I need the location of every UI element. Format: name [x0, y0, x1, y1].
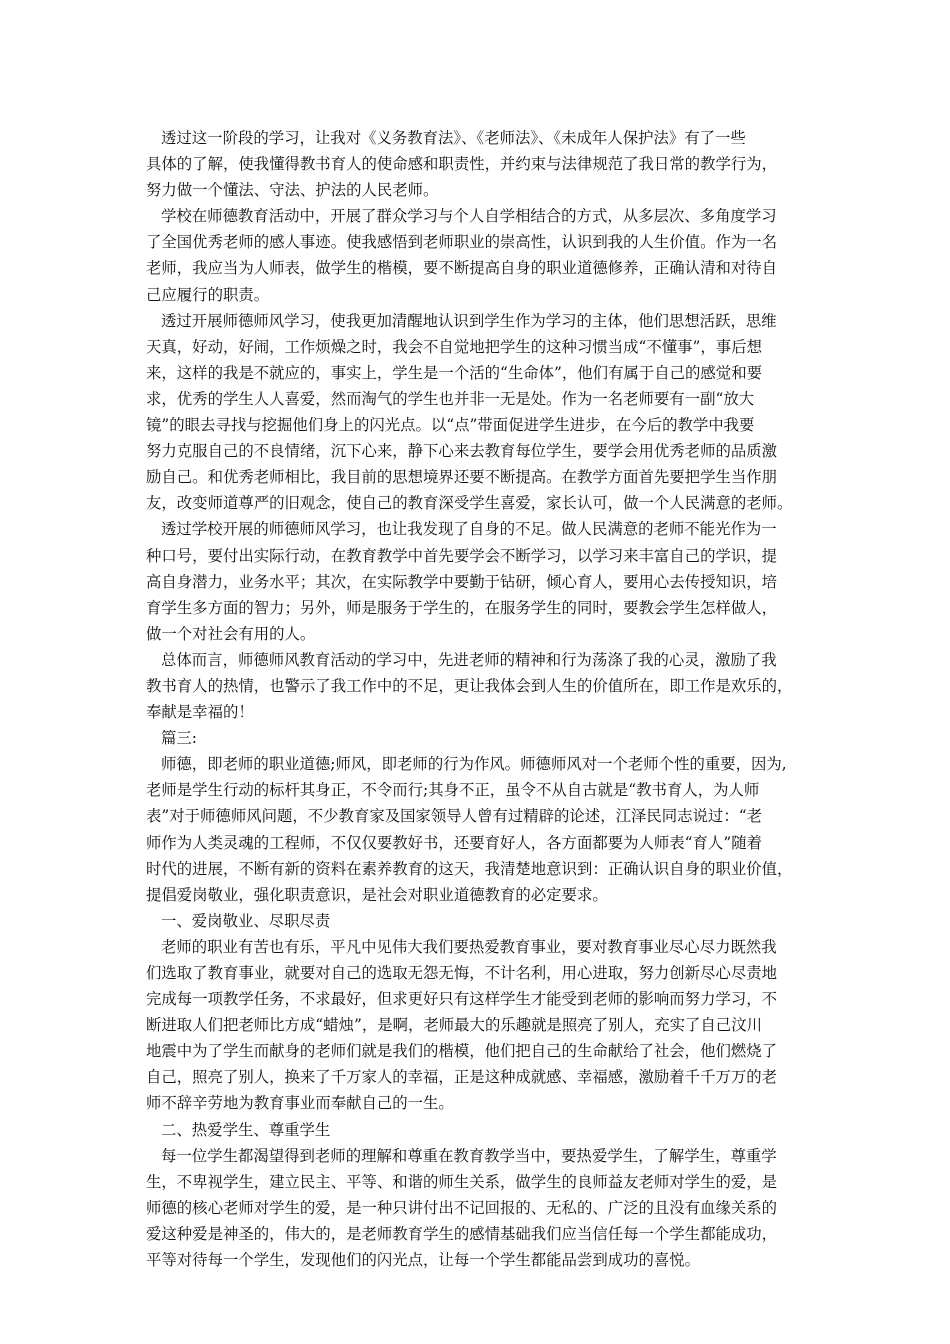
- text-line: 求，优秀的学生人人喜爱，然而淘气的学生也并非一无是处。作为一名老师要有一副“放大: [146, 389, 755, 408]
- document-body: [146, 125, 806, 1273]
- text-line: 篇三:: [161, 729, 197, 748]
- text-line: 来，这样的我是不就应的，事实上，学生是一个活的“生命体”，他们有属于自己的感觉和要: [146, 363, 762, 382]
- text-line: 自己，照亮了别人，换来了千万家人的幸福，正是这种成就感、幸福感，激励着千千万万的老: [146, 1068, 778, 1087]
- text-line: 们选取了教育事业，就要对自己的选取无怨无悔，不计名利，用心进取，努力创新尽心尽责地: [146, 964, 778, 982]
- text-line: 友，改变师道尊严的旧观念，使自己的教育深受学生喜爱，家长认可，做一个人民满意的老师。: [146, 494, 793, 513]
- text-line: 做一个对社会有用的人。: [146, 624, 316, 643]
- text-line: 师德的核心老师对学生的爱，是一种只讲付出不记回报的、无私的、广泛的且没有血缘关系的: [146, 1198, 778, 1217]
- text-line: 镜”的眼去寻找与挖掘他们身上的闪光点。以“点”带面促进学生进步，在今后的教学中我要: [146, 416, 755, 435]
- text-line: 生，不卑视学生，建立民主、平等、和谐的师生关系，做学生的良师益友老师对学生的爱，是: [146, 1172, 778, 1191]
- text-line: 二、热爱学生、尊重学生: [161, 1120, 331, 1139]
- text-line: 每一位学生都渴望得到老师的理解和尊重在教育教学当中，要热爱学生，了解学生，尊重学: [161, 1146, 777, 1165]
- text-line: 高自身潜力，业务水平；其次，在实际教学中要勤于钻研，倾心育人，要用心去传授知识，培: [146, 572, 778, 591]
- text-line: 天真，好动，好闹，工作烦燥之时，我会不自觉地把学生的这种习惯当成“不懂事”，事后想: [146, 337, 762, 356]
- text-line: 老师是学生行动的标杆其身正，不令而行;其身不正，虽令不从自古就是“教书育人，为人师: [146, 781, 760, 800]
- text-line: 平等对待每一个学生，发现他们的闪光点，让每一个学生都能品尝到成功的喜悦。: [146, 1251, 701, 1270]
- text-line: 提倡爱岗敬业，强化职责意识，是社会对职业道德教育的必定要求。: [146, 885, 608, 904]
- text-line: 己应履行的职责。: [146, 285, 270, 304]
- text-line: 种口号，要付出实际行动，在教育教学中首先要学会不断学习，以学习来丰富自己的学识，提: [146, 546, 778, 565]
- text-line: 透过这一阶段的学习，让我对《义务教育法》、《老师法》、《未成年人保护法》有了一些: [161, 129, 746, 147]
- text-line: 师作为人类灵魂的工程师，不仅仅要教好书，还要育好人，各方面都要为人师表“育人”随着: [146, 833, 762, 852]
- text-line: 努力克服自己的不良情绪，沉下心来，静下心来去教育每位学生，要学会用优秀老师的品质激: [146, 442, 778, 461]
- text-line: 励自己。和优秀老师相比，我目前的思想境界还要不断提高。在教学方面首先要把学生当作朋: [146, 468, 778, 487]
- text-line: 表”对于师德师风问题，不少教育家及国家领导人曾有过精辟的论述，江泽民同志说过：“老: [146, 807, 762, 826]
- text-line: 一、爱岗敬业、尽职尽责: [161, 911, 331, 930]
- text-line: 老师，我应当为人师表，做学生的楷模，要不断提高自身的职业道德修养，正确认清和对待自: [146, 259, 778, 278]
- text-line: 总体而言，师德师风教育活动的学习中，先进老师的精神和行为荡涤了我的心灵，激励了我: [161, 650, 777, 669]
- text-line: 老师的职业有苦也有乐，平凡中见伟大我们要热爱教育事业，要对教育事业尽心尽力既然我: [161, 937, 777, 956]
- text-line: 努力做一个懂法、守法、护法的人民老师。: [146, 181, 439, 200]
- text-line: 地震中为了学生而献身的老师们就是我们的楷模，他们把自己的生命献给了社会，他们燃烧了: [146, 1042, 778, 1061]
- text-line: 具体的了解，使我懂得教书育人的使命感和职责性，并约束与法律规范了我日常的教学行为，: [146, 155, 778, 174]
- text-line: 奉献是幸福的！: [146, 703, 254, 722]
- text-line: 爱这种爱是神圣的，伟大的，是老师教育学生的感情基础我们应当信任每一个学生都能成功，: [146, 1224, 778, 1243]
- text-line: 师德，即老师的职业道德;师风，即老师的行为作风。师德师风对一个老师个性的重要，因为,: [161, 755, 787, 774]
- text-line: 学校在师德教育活动中，开展了群众学习与个人自学相结合的方式，从多层次、多角度学习: [161, 207, 777, 226]
- text-line: 育学生多方面的智力；另外，师是服务于学生的，在服务学生的同时，要教会学生怎样做人，: [146, 598, 778, 617]
- text-line: 师不辞辛劳地为教育事业而奉献自己的一生。: [146, 1094, 454, 1113]
- text-line: 完成每一项教学任务，不求最好，但求更好只有这样学生才能受到老师的影响而努力学习，不: [146, 990, 778, 1009]
- text-line: 断进取人们把老师比方成“蜡烛”，是啊，老师最大的乐趣就是照亮了别人，充实了自己汶川: [146, 1016, 762, 1035]
- text-line: 透过学校开展的师德师风学习，也让我发现了自身的不足。做人民满意的老师不能光作为一: [161, 520, 777, 539]
- text-line: 透过开展师德师风学习，使我更加清醒地认识到学生作为学习的主体，他们思想活跃，思维: [161, 311, 777, 330]
- text-line: 了全国优秀老师的感人事迹。使我感悟到老师职业的崇高性，认识到我的人生价值。作为一名: [146, 233, 778, 252]
- text-line: 教书育人的热情，也警示了我工作中的不足，更让我体会到人生的价值所在，即工作是欢乐的，: [146, 676, 793, 695]
- text-line: 时代的进展，不断有新的资料在素养教育的这天，我清楚地意识到：正确认识自身的职业价值，: [146, 859, 793, 878]
